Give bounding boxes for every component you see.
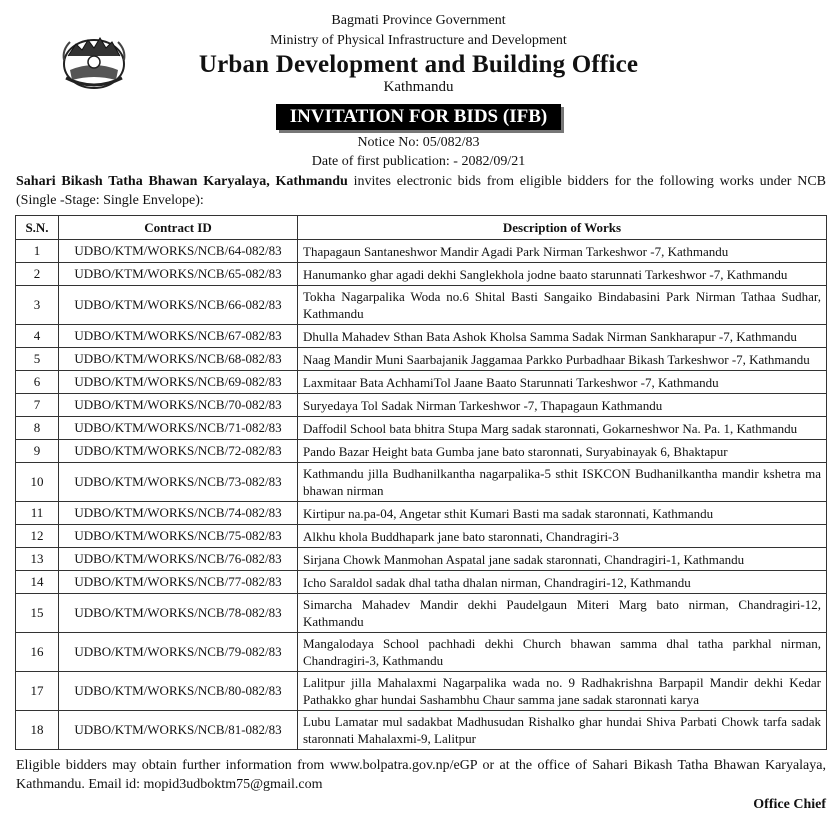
header-contract-id: Contract ID bbox=[59, 216, 298, 240]
header-sn: S.N. bbox=[16, 216, 59, 240]
table-row bbox=[16, 463, 827, 502]
ifb-banner-wrap bbox=[0, 104, 837, 130]
row-sn: 11 bbox=[16, 502, 59, 525]
row-contract-id: UDBO/KTM/WORKS/NCB/74-082/83 bbox=[59, 502, 298, 525]
table-row bbox=[16, 525, 827, 548]
table-row bbox=[16, 348, 827, 371]
row-description: Lubu Lamatar mul sadakbat Madhusudan Rishalko ghar hundai Shiva Parbati Chowk tarfa sadak staronnati Mahalaxmi-9, Lalitpur bbox=[298, 711, 827, 750]
row-contract-id: UDBO/KTM/WORKS/NCB/68-082/83 bbox=[59, 348, 298, 371]
row-sn: 13 bbox=[16, 548, 59, 571]
row-sn: 15 bbox=[16, 594, 59, 633]
row-description: Lalitpur jilla Mahalaxmi Nagarpalika wada no. 9 Radhakrishna Barpapil Mandir dekhi Kedar Pathakko ghar hundai Sashambhu Chaur samma jane sadak staronnati karya bbox=[298, 672, 827, 711]
table-row bbox=[16, 286, 827, 325]
row-sn: 4 bbox=[16, 325, 59, 348]
notice-number: Notice No: 05/082/83 bbox=[357, 135, 480, 150]
table-header-row bbox=[16, 216, 827, 240]
footer-paragraph: Eligible bidders may obtain further information from www.bolpatra.gov.np/eGP or at the office of Sahari Bikash Tatha Bhawan Karyalaya, Kathmandu. Email id: mopid3udboktm75@gmail.com bbox=[16, 758, 826, 792]
row-contract-id: UDBO/KTM/WORKS/NCB/75-082/83 bbox=[59, 525, 298, 548]
table-row bbox=[16, 371, 827, 394]
table-row bbox=[16, 548, 827, 571]
row-description: Tokha Nagarpalika Woda no.6 Shital Basti Sangaiko Bindabasini Park Nirman Tathaa Sudhar, Kathmandu bbox=[298, 286, 827, 325]
row-contract-id: UDBO/KTM/WORKS/NCB/77-082/83 bbox=[59, 571, 298, 594]
row-description: Kathmandu jilla Budhanilkantha nagarpalika-5 sthit ISKCON Budhanilkantha mandir kshetra ma bhawan nirman bbox=[298, 463, 827, 502]
row-description: Hanumanko ghar agadi dekhi Sanglekhola jodne baato starunnati Tarkeshwor -7, Kathmandu bbox=[298, 263, 827, 286]
row-description: Pando Bazar Height bata Gumba jane bato staronnati, Suryabinayak 6, Bhaktapur bbox=[298, 440, 827, 463]
table-row bbox=[16, 417, 827, 440]
row-contract-id: UDBO/KTM/WORKS/NCB/70-082/83 bbox=[59, 394, 298, 417]
row-sn: 5 bbox=[16, 348, 59, 371]
row-description: Laxmitaar Bata AchhamiTol Jaane Baato Starunnati Tarkeshwor -7, Kathmandu bbox=[298, 371, 827, 394]
row-sn: 8 bbox=[16, 417, 59, 440]
table-row bbox=[16, 325, 827, 348]
row-description: Kirtipur na.pa-04, Angetar sthit Kumari Basti ma sadak staronnati, Kathmandu bbox=[298, 502, 827, 525]
ifb-banner bbox=[276, 104, 561, 130]
row-sn: 18 bbox=[16, 711, 59, 750]
table-row bbox=[16, 240, 827, 263]
intro-paragraph bbox=[16, 172, 826, 210]
header-description: Description of Works bbox=[298, 216, 827, 240]
ifb-banner-label: INVITATION FOR BIDS (IFB) bbox=[289, 106, 548, 127]
table-row bbox=[16, 711, 827, 750]
table-row bbox=[16, 672, 827, 711]
row-contract-id: UDBO/KTM/WORKS/NCB/81-082/83 bbox=[59, 711, 298, 750]
signature: Office Chief bbox=[753, 797, 826, 812]
table-row bbox=[16, 263, 827, 286]
row-description: Thapagaun Santaneshwor Mandir Agadi Park Nirman Tarkeshwor -7, Kathmandu bbox=[298, 240, 827, 263]
intro-text: invites electronic bids from eligible bidders for the following works under NCB (Single -Stage: Single Envelope): bbox=[16, 174, 827, 208]
row-sn: 16 bbox=[16, 633, 59, 672]
office-city: Kathmandu bbox=[383, 79, 454, 95]
row-contract-id: UDBO/KTM/WORKS/NCB/66-082/83 bbox=[59, 286, 298, 325]
row-sn: 7 bbox=[16, 394, 59, 417]
row-description: Mangalodaya School pachhadi dekhi Church bhawan samma dhal tatha parkhal nirman, Chandragiri-3, Kathmandu bbox=[298, 633, 827, 672]
row-contract-id: UDBO/KTM/WORKS/NCB/69-082/83 bbox=[59, 371, 298, 394]
works-table bbox=[15, 215, 827, 750]
row-description: Sirjana Chowk Manmohan Aspatal jane sadak staronnati, Chandragiri-1, Kathmandu bbox=[298, 548, 827, 571]
row-sn: 2 bbox=[16, 263, 59, 286]
row-contract-id: UDBO/KTM/WORKS/NCB/73-082/83 bbox=[59, 463, 298, 502]
table-row bbox=[16, 394, 827, 417]
table-row bbox=[16, 502, 827, 525]
row-description: Simarcha Mahadev Mandir dekhi Paudelgaun Miteri Marg bato nirman, Chandragiri-12, Kathmandu bbox=[298, 594, 827, 633]
row-sn: 3 bbox=[16, 286, 59, 325]
province-name: Bagmati Province Government bbox=[331, 13, 506, 28]
row-contract-id: UDBO/KTM/WORKS/NCB/76-082/83 bbox=[59, 548, 298, 571]
row-sn: 1 bbox=[16, 240, 59, 263]
row-sn: 6 bbox=[16, 371, 59, 394]
table-row bbox=[16, 633, 827, 672]
row-contract-id: UDBO/KTM/WORKS/NCB/79-082/83 bbox=[59, 633, 298, 672]
row-contract-id: UDBO/KTM/WORKS/NCB/67-082/83 bbox=[59, 325, 298, 348]
office-title: Urban Development and Building Office bbox=[198, 51, 639, 78]
table-row bbox=[16, 440, 827, 463]
row-contract-id: UDBO/KTM/WORKS/NCB/64-082/83 bbox=[59, 240, 298, 263]
table-row bbox=[16, 594, 827, 633]
publication-date: Date of first publication: - 2082/09/21 bbox=[311, 154, 526, 169]
row-description: Icho Saraldol sadak dhal tatha dhalan nirman, Chandragiri-12, Kathmandu bbox=[298, 571, 827, 594]
row-description: Daffodil School bata bhitra Stupa Marg sadak staronnati, Gokarneshwor Na. Pa. 1, Kathmandu bbox=[298, 417, 827, 440]
row-sn: 17 bbox=[16, 672, 59, 711]
row-sn: 14 bbox=[16, 571, 59, 594]
row-sn: 9 bbox=[16, 440, 59, 463]
row-description: Naag Mandir Muni Saarbajanik Jaggamaa Parkko Purbadhaar Bikash Tarkeshwor -7, Kathmandu bbox=[298, 348, 827, 371]
row-contract-id: UDBO/KTM/WORKS/NCB/78-082/83 bbox=[59, 594, 298, 633]
row-contract-id: UDBO/KTM/WORKS/NCB/72-082/83 bbox=[59, 440, 298, 463]
row-description: Dhulla Mahadev Sthan Bata Ashok Kholsa Samma Sadak Nirman Sankharapur -7, Kathmandu bbox=[298, 325, 827, 348]
row-contract-id: UDBO/KTM/WORKS/NCB/80-082/83 bbox=[59, 672, 298, 711]
intro-org-name: Sahari Bikash Tatha Bhawan Karyalaya, Kathmandu bbox=[16, 174, 348, 189]
table-row bbox=[16, 571, 827, 594]
ministry-name: Ministry of Physical Infrastructure and Development bbox=[270, 33, 567, 48]
row-contract-id: UDBO/KTM/WORKS/NCB/71-082/83 bbox=[59, 417, 298, 440]
row-description: Suryedaya Tol Sadak Nirman Tarkeshwor -7, Thapagaun Kathmandu bbox=[298, 394, 827, 417]
row-description: Alkhu khola Buddhapark jane bato staronnati, Chandragiri-3 bbox=[298, 525, 827, 548]
row-sn: 12 bbox=[16, 525, 59, 548]
row-sn: 10 bbox=[16, 463, 59, 502]
row-contract-id: UDBO/KTM/WORKS/NCB/65-082/83 bbox=[59, 263, 298, 286]
